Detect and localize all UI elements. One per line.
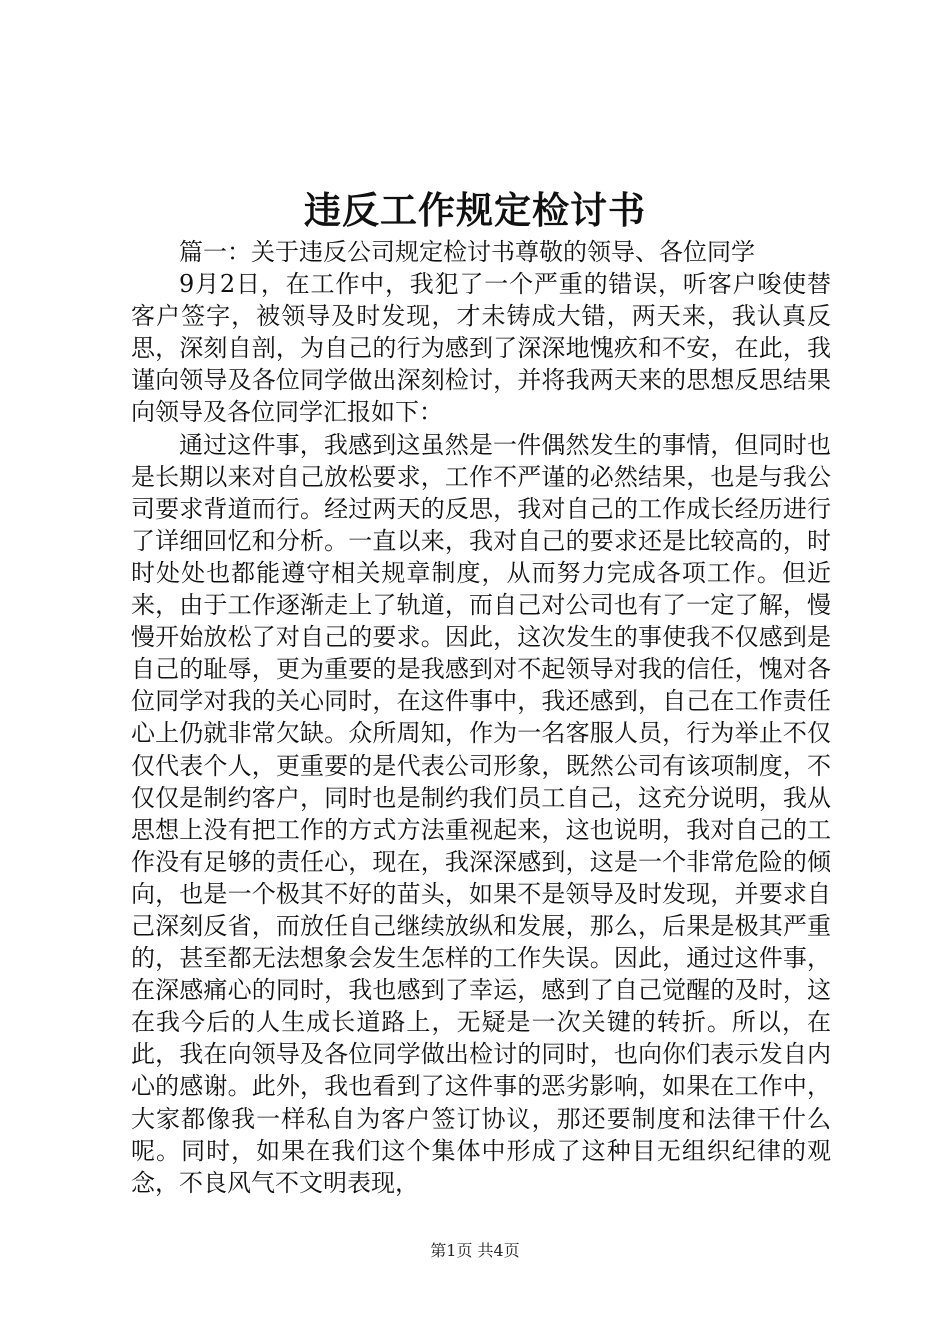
paragraph-2: 通过这件事，我感到这虽然是一件偶然发生的事情，但同时也是长期以来对自己放松要求，工作不严谨的必然结果，也是与我公司要求背道而行。经过两天的反思，我对自己的工作成长经历进行了详细回忆和分析。一直以来，我对自己的要求还是比较高的，时时处处也都能遵守相关规章制度，从而努力完成各项工作。但近来，由于工作逐渐走上了轨道，而自己对公司也有了一定了解，慢慢开始放松了对自己的要求。因此，这次发生的事使我不仅感到是自己的耻辱，更为重要的是我感到对不起领导对我的信任，愧对各位同学对我的关心同时，在这件事中，我还感到，自己在工作责任心上仍就非常欠缺。众所周知，作为一名客服人员，行为举止不仅仅代表个人，更重要的是代表公司形象，既然公司有该项制度，不仅仅是制约客户，同时也是制约我们员工自己，这充分说明，我从思想上没有把工作的方式方法重视起来，这也说明，我对自己的工作没有足够的责任心，现在，我深深感到，这是一个非常危险的倾向，也是一个极其不好的苗头，如果不是领导及时发现，并要求自己深刻反省，而放任自己继续放纵和发展，那么，后果是极其严重的，甚至都无法想象会发生怎样的工作失误。因此，通过这件事，在深感痛心的同时，我也感到了幸运，感到了自己觉醒的及时，这在我今后的人生成长道路上，无疑是一次关键的转折。所以，在此，我在向领导及各位同学做出检讨的同时，也向你们表示发自内心的感谢。此外，我也看到了这件事的恶劣影响，如果在工作中，大家都像我一样私自为客户签订协议，那还要制度和法律干什么呢。同时，如果在我们这个集体中形成了这种目无组织纪律的观念，不良风气不文明表现， (131, 430, 831, 1197)
document-body (131, 236, 831, 1199)
paragraph-1: 9月2日，在工作中，我犯了一个严重的错误，听客户唆使替客户签字，被领导及时发现，才未铸成大错，两天来，我认真反思，深刻自剖，为自己的行为感到了深深地愧疚和不安，在此，我谨向领导及各位同学做出深刻检讨，并将我两天来的思想反思结果向领导及各位同学汇报如下： (131, 270, 831, 427)
document-title: 违反工作规定检讨书 (304, 188, 646, 232)
page-footer: 第1页 共4页 (430, 1241, 520, 1260)
paragraph-heading: 篇一：关于违反公司规定检讨书尊敬的领导、各位同学 (179, 238, 755, 266)
